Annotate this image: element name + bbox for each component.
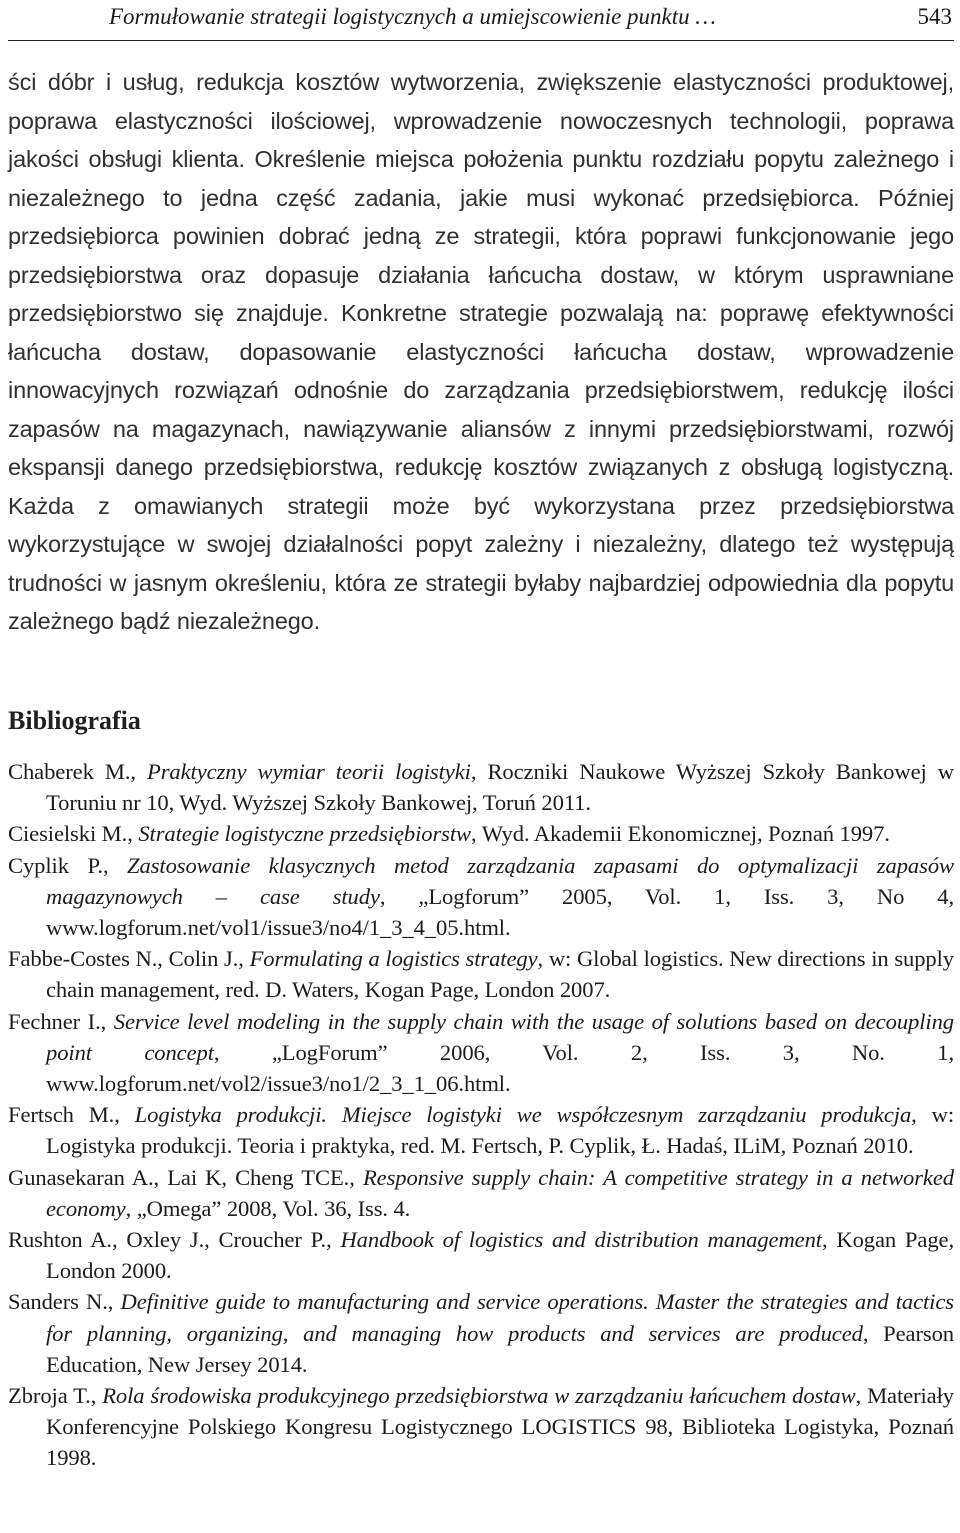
entry-title: Logistyka produkcji. Miejsce logistyki we współczesnym zarządzaniu produkcja [134,1102,912,1128]
entry-authors: Cyplik P., [8,852,109,878]
entry-authors: Fertsch M., [8,1102,120,1128]
bibliography-entry [8,1286,954,1380]
bibliography-entry [8,943,954,1005]
entry-title: Rola środowiska produkcyjnego przedsiębiorstwa w zarządzaniu łańcuchem dostaw [102,1383,856,1409]
entry-authors: Gunasekaran A., Lai K, Cheng TCE., [8,1164,355,1190]
entry-authors: Rushton A., Oxley J., Croucher P., [8,1227,332,1253]
bibliography-entry [8,1380,954,1474]
entry-details: , Materiały Konferencyjne Polskiego Kongresu Logistycznego LOGISTICS 98, Biblioteka Logistyka, Poznań 1998. [46,1383,954,1471]
entry-title: Service level modeling in the supply chain with the usage of solutions based on decoupling point concept [46,1008,954,1065]
entry-title: Formulating a logistics strategy [249,946,538,972]
entry-title: Handbook of logistics and distribution management [340,1227,822,1253]
entry-details: , Pearson Education, New Jersey 2014. [46,1320,954,1377]
body-text [8,63,954,641]
running-title: Formułowanie strategii logistycznych a umiejscowienie punktu … [109,4,716,29]
entry-details: , w: Global logistics. New directions in supply chain management, red. D. Waters, Kogan Page, London 2007. [46,946,955,1003]
entry-details: , Roczniki Naukowe Wyższej Szkoły Bankowej w Toruniu nr 10, Wyd. Wyższej Szkoły Bankowej, Toruń 2011. [46,759,954,816]
bibliography-entry [8,1224,954,1286]
entry-details: , „Logforum” 2005, Vol. 1, Iss. 3, No 4, www.logforum.net/vol1/issue3/no4/1_3_4_05.html. [46,883,955,941]
page-number: 543 [917,4,952,29]
entry-title: Definitive guide to manufacturing and service operations. Master the strategies and tactics for planning, organizing, and managing how products and services are produced [46,1289,954,1346]
entry-title: Praktyczny wymiar teorii logistyki [147,759,471,784]
entry-title: Strategie logistyczne przedsiębiorstw [138,821,471,847]
entry-authors: Fechner I., [8,1008,107,1034]
entry-authors: Zbroja T., [8,1383,97,1409]
entry-details: , „LogForum” 2006, Vol. 2, Iss. 3, No. 1, www.logforum.net/vol2/issue3/no1/2_3_1_06.html. [46,1039,954,1097]
bibliography-list [8,756,954,1474]
bibliography-entry [8,756,954,818]
bibliography-entry [8,818,954,849]
bibliography-heading: Bibliografia [8,706,141,735]
entry-title: Responsive supply chain: A competitive strategy in a networked economy [46,1164,954,1221]
entry-details: , Wyd. Akademii Ekonomicznej, Poznań 1997. [471,821,890,847]
bibliography-entry [8,1162,954,1224]
entry-details: , w: Logistyka produkcji. Teoria i praktyka, red. M. Fertsch, P. Cyplik, Ł. Hadaś, ILiM, Poznań 2010. [46,1102,954,1159]
bibliography-entry [8,1006,954,1100]
entry-details: , „Omega” 2008, Vol. 36, Iss. 4. [125,1195,411,1221]
entry-authors: Chaberek M., [8,759,136,784]
entry-authors: Ciesielski M., [8,821,133,847]
entry-authors: Fabbe-Costes N., Colin J., [8,946,244,972]
bibliography-entry [8,850,954,944]
entry-authors: Sanders N., [8,1289,114,1315]
body-paragraph: ści dóbr i usług, redukcja kosztów wytworzenia, zwiększenie elastyczności produktowej, poprawa elastyczności ilościowej, wprowadzenie nowoczesnych technologii, poprawa jakości obsługi klienta. Określenie miejsca położenia punktu rozdziału popytu zależnego i niezależnego to jedna część zadania, jakie musi wykonać przedsiębiorca. Później przedsiębiorca powinien dobrać jedną ze strategii, która poprawi funkcjonowanie jego przedsiębiorstwa oraz dopasuje działania łańcucha dostaw, w którym usprawniane przedsiębiorstwo się znajduje. Konkretne strategie pozwalają na: poprawę efektywności łańcucha dostaw, dopasowanie elastyczności łańcucha dostaw, wprowadzenie innowacyjnych rozwiązań odnośnie do zarządzania przedsiębiorstwem, redukcję ilości zapasów na magazynach, nawiązywanie aliansów z innymi przedsiębiorstwami, rozwój ekspansji danego przedsiębiorstwa, redukcję kosztów związanych z obsługą logistyczną. Każda z omawianych strategii może być wykorzystana przez przedsiębiorstwa wykorzystujące w swojej działalności popyt zależny i niezależny, dlatego też występują trudności w jasnym określeniu, która ze strategii byłaby najbardziej odpowiednia dla popytu zależnego bądź niezależnego. [8,69,954,634]
entry-title: Zastosowanie klasycznych metod zarządzania zapasami do optymalizacji zapasów magazynowych – case study [46,852,954,909]
running-header [8,2,954,41]
bibliography-entry [8,1099,954,1161]
entry-details: , Kogan Page, London 2000. [46,1227,954,1284]
